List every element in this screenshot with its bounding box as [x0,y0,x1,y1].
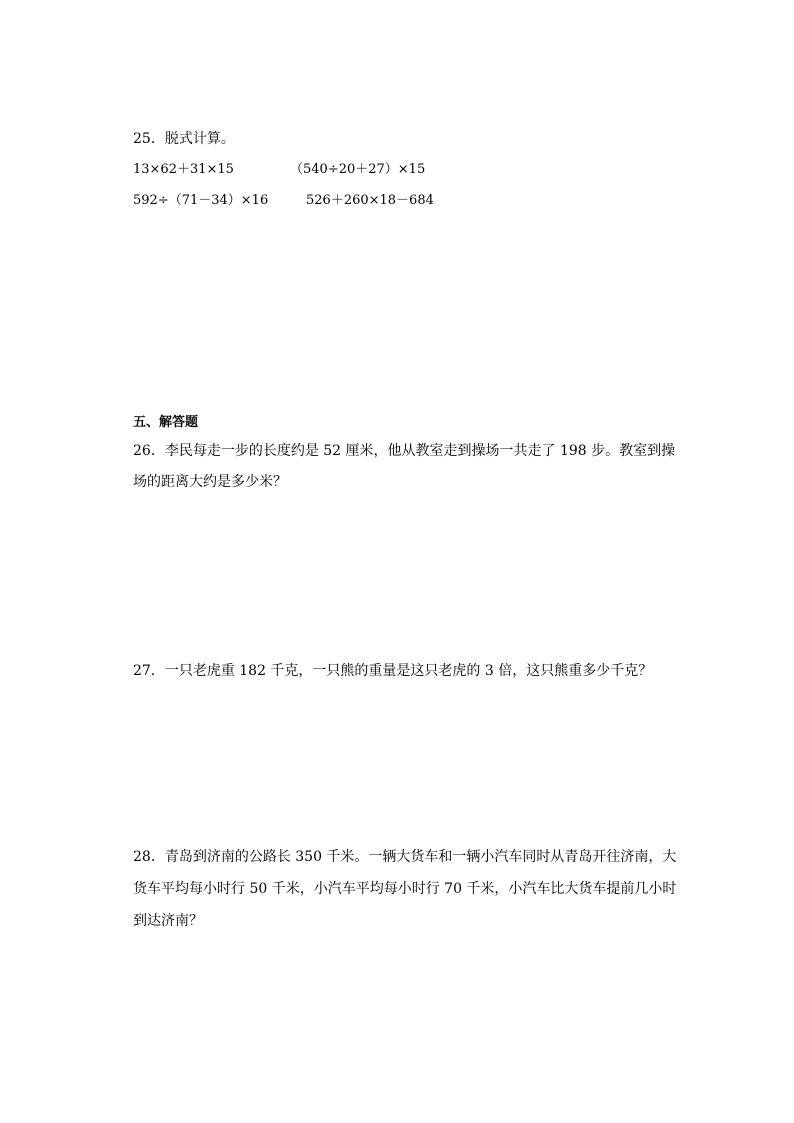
q25-expression-1: 13×62＋31×15 [133,162,234,177]
q25-row-2 [133,192,268,210]
section-heading: 五、解答题 [133,415,199,430]
q25-expression-4: 526＋260×18－684 [306,193,434,208]
q25-expression-3: 592÷（71－34）×16 [133,193,269,208]
q25-row-1 [133,161,234,179]
q25-expression-2: （540÷20＋27）×15 [290,162,426,177]
q26-line-1: 26．李民每走一步的长度约是 52 厘米，他从教室走到操场一共走了 198 步。教室到操 [133,443,676,459]
q27-line-1: 27．一只老虎重 182 千克，一只熊的重量是这只老虎的 3 倍，这只熊重多少千克？ [133,663,653,679]
q25-row-2-right [306,192,434,210]
q28-line-3: 到达济南？ [133,913,203,929]
q26-line-2: 场的距离大约是多少米？ [133,474,287,490]
q28-line-2: 货车平均每小时行 50 千米，小汽车平均每小时行 70 千米，小汽车比大货车提前几小时 [133,881,677,897]
q28-line-1: 28．青岛到济南的公路长 350 千米。一辆大货车和一辆小汽车同时从青岛开往济南，大 [133,849,677,865]
q25-title: 25．脱式计算。 [133,131,235,147]
q25-row-1-right [290,161,425,179]
